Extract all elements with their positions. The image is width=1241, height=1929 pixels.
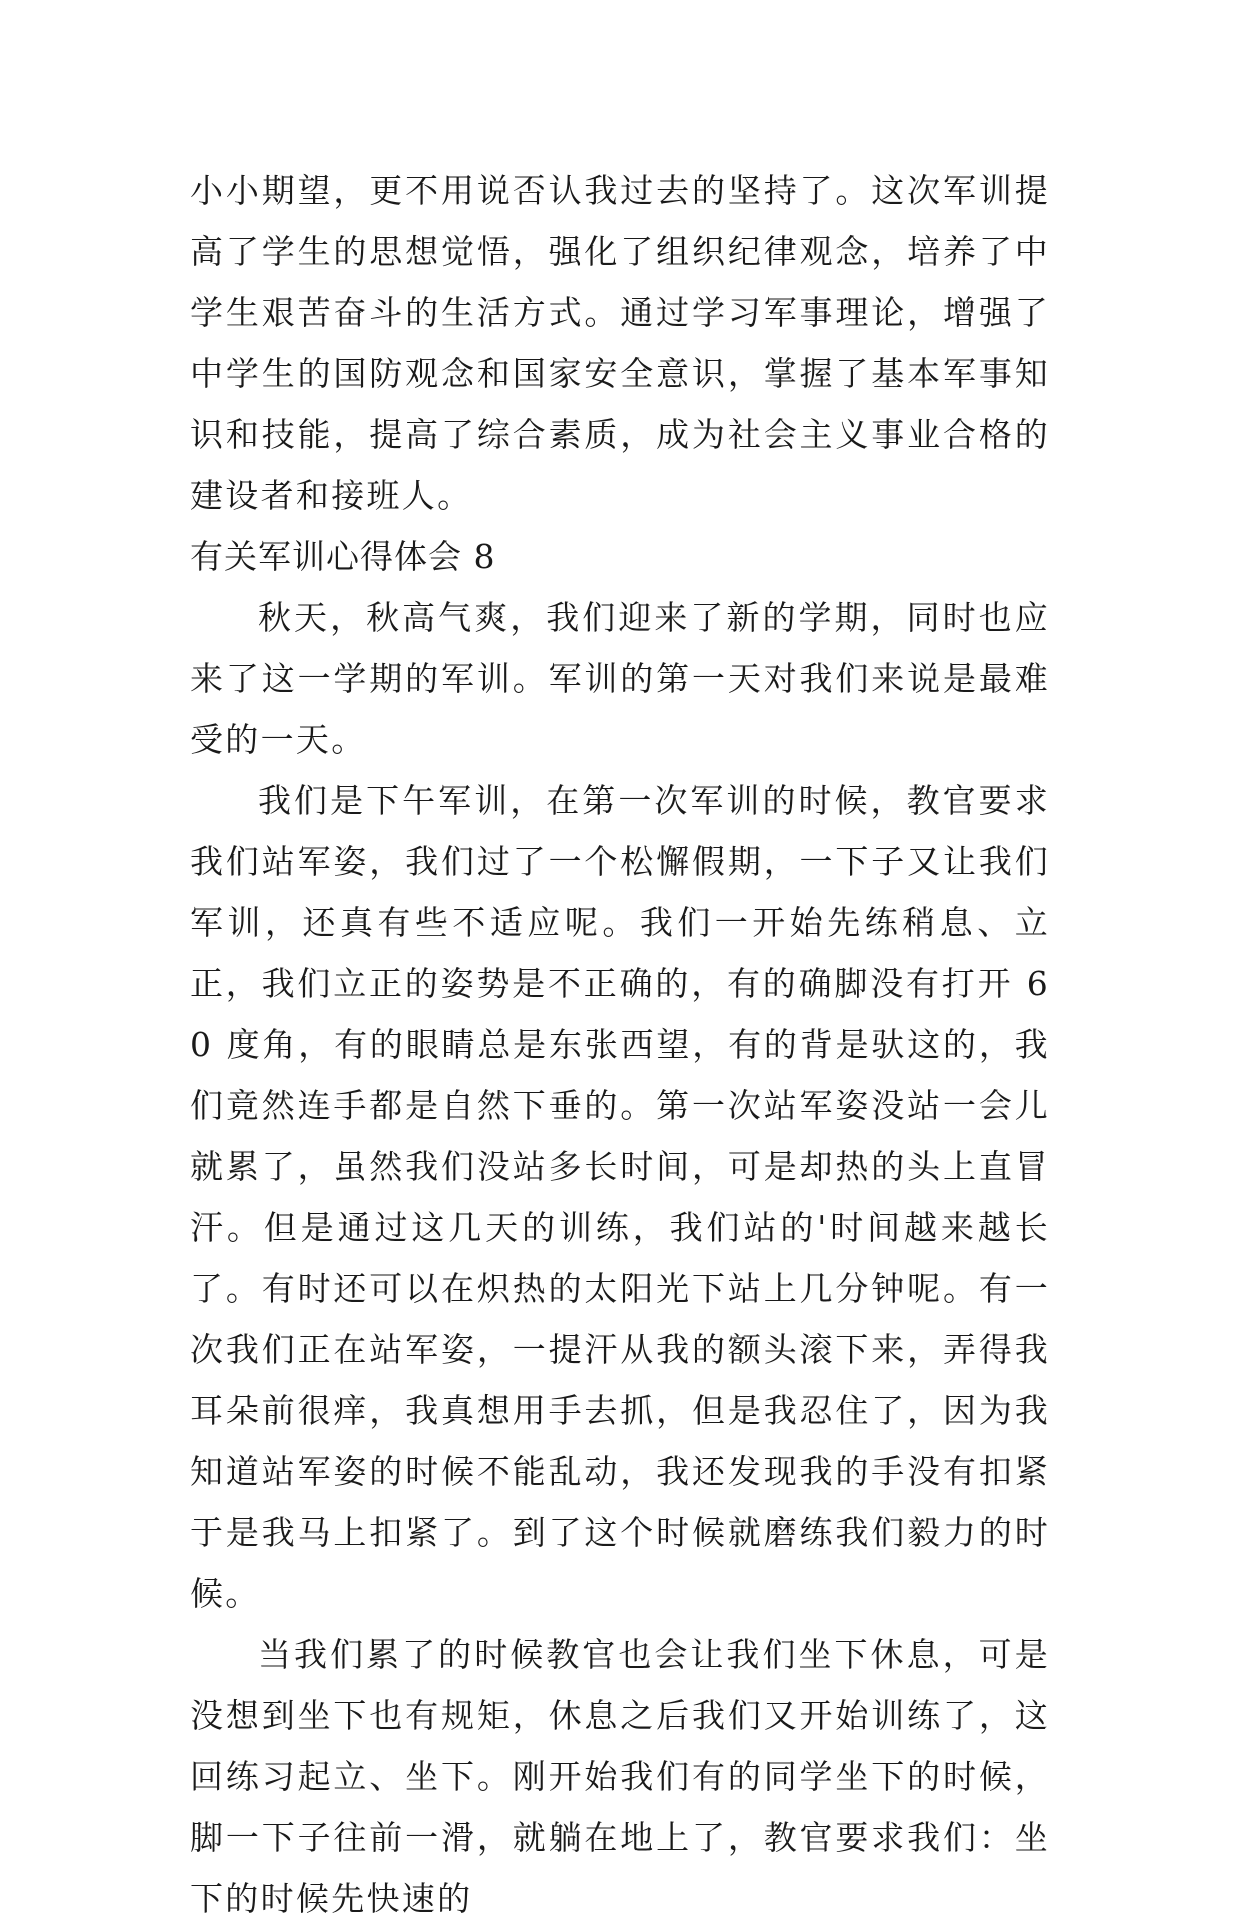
paragraph-autumn: 秋天，秋高气爽，我们迎来了新的学期，同时也应来了这一学期的军训。军训的第一天对我们来说是最难受的一天。 <box>190 598 1050 759</box>
paragraph-sitting-down: 当我们累了的时候教官也会让我们坐下休息，可是没想到坐下也有规矩，休息之后我们又开始训练了，这回练习起立、坐下。刚开始我们有的同学坐下的时候，脚一下子往前一滑，就躺在地上了，教官要求我们：坐下的时候先快速的 <box>190 1635 1050 1918</box>
paragraph-standing-posture: 我们是下午军训，在第一次军训的时候，教官要求我们站军姿，我们过了一个松懈假期，一下子又让我们军训，还真有些不适应呢。我们一开始先练稍息、立正，我们立正的姿势是不正确的，有的确脚没有打开 60 度角，有的眼睛总是东张西望，有的背是驮这的，我们竟然连手都是自然下垂的。第一次站军姿没站一会儿就累了，虽然我们没站多长时间，可是却热的头上直冒汗。但是通过这几天的训练，我们站的'时间越来越长了。有时还可以在炽热的太阳光下站上几分钟呢。有一次我们正在站军姿，一提汗从我的额头滚下来，弄得我耳朵前很痒，我真想用手去抓，但是我忍住了，因为我知道站军姿的时候不能乱动，我还发现我的手没有扣紧于是我马上扣紧了。到了这个时候就磨练我们毅力的时候。 <box>190 781 1050 1613</box>
paragraph-continued: 小小期望，更不用说否认我过去的坚持了。这次军训提高了学生的思想觉悟，强化了组织纪律观念，培养了中学生艰苦奋斗的生活方式。通过学习军事理论，增强了中学生的国防观念和国家安全意识，掌握了基本军事知识和技能，提高了综合素质，成为社会主义事业合格的建设者和接班人。 <box>190 171 1050 515</box>
document-body <box>190 160 1050 1929</box>
section-heading: 有关军训心得体会 8 <box>190 537 496 576</box>
